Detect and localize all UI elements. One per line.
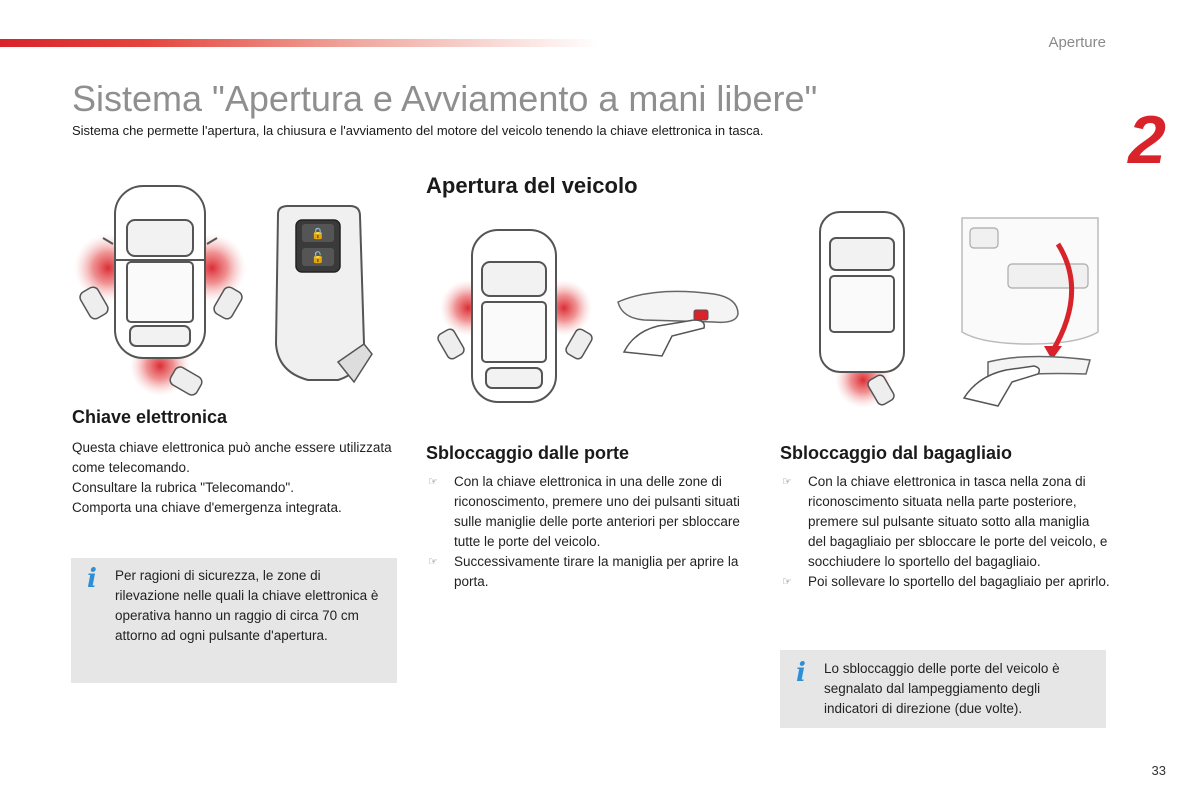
paragraph: Questa chiave elettronica può anche essere utilizzata come telecomando.	[72, 440, 392, 475]
svg-text:🔒: 🔒	[311, 227, 325, 240]
page-subtitle: Sistema che permette l'apertura, la chiusura e l'avviamento del motore del veicolo tenendo la chiave elettronica in tasca.	[72, 123, 764, 138]
electronic-key-illustration	[268, 204, 380, 396]
tailgate-illustration	[958, 212, 1106, 408]
bullet-arrow-icon: ☞	[782, 476, 792, 488]
info-text: Per ragioni di sicurezza, le zone di rilevazione nelle quali la chiave elettronica è operativa hanno un raggio di circa 70 cm attorno ad ogni pulsante d'apertura.	[115, 568, 379, 643]
info-icon: i	[87, 564, 97, 594]
info-box-turn-signals	[780, 650, 1106, 728]
apertura-heading: Apertura del veicolo	[426, 173, 638, 198]
chapter-number: 2	[1128, 102, 1166, 178]
paragraph: Consultare la rubrica "Telecomando".	[72, 480, 294, 495]
bullet-arrow-icon: ☞	[782, 576, 792, 588]
car-rear-zone-illustration	[808, 210, 918, 410]
chiave-elettronica-description	[72, 438, 402, 518]
svg-text:🔓: 🔓	[311, 251, 325, 264]
list-item: ☞ Con la chiave elettronica in tasca nella zona di riconoscimento situata nella parte posteriore, premere sul pulsante situato sotto alla maniglia del bagagliaio per sbloccare le porte del veicolo, e socchiudere lo sportello del bagagliaio.	[782, 474, 1108, 569]
bullet-arrow-icon: ☞	[428, 556, 438, 568]
info-text: Lo sbloccaggio delle porte del veicolo è segnalato dal lampeggiamento degli indicatori di direzione (due volte).	[824, 661, 1060, 716]
list-item: ☞ Con la chiave elettronica in una delle zone di riconoscimento, premere uno dei pulsanti situati sulle maniglie delle porte anteriori per sbloccare tutte le porte del veicolo.	[428, 474, 740, 549]
sbloccaggio-porte-heading: Sbloccaggio dalle porte	[426, 443, 630, 463]
door-handle-illustration	[614, 280, 744, 360]
bullet-arrow-icon: ☞	[428, 476, 438, 488]
paragraph: Comporta una chiave d'emergenza integrata.	[72, 500, 342, 515]
car-door-zones-illustration	[436, 226, 596, 410]
list-item: ☞ Successivamente tirare la maniglia per aprire la porta.	[428, 554, 739, 589]
list-item: ☞ Poi sollevare lo sportello del bagagliaio per aprirlo.	[780, 572, 1110, 592]
info-icon: i	[796, 658, 806, 688]
car-detection-zones-illustration	[70, 180, 260, 395]
info-box-detection-range	[71, 558, 397, 683]
page-number: 33	[1151, 763, 1166, 778]
sbloccaggio-bagagliaio-list	[780, 472, 1110, 592]
header-accent-bar	[0, 39, 600, 47]
chiave-elettronica-heading: Chiave elettronica	[72, 407, 228, 427]
car-top-view	[103, 186, 217, 358]
sbloccaggio-porte-list	[426, 472, 746, 592]
sbloccaggio-bagagliaio-heading: Sbloccaggio dal bagagliaio	[780, 443, 1013, 463]
section-label: Aperture	[1048, 34, 1106, 51]
page-title: Sistema "Apertura e Avviamento a mani libere"	[72, 78, 818, 119]
